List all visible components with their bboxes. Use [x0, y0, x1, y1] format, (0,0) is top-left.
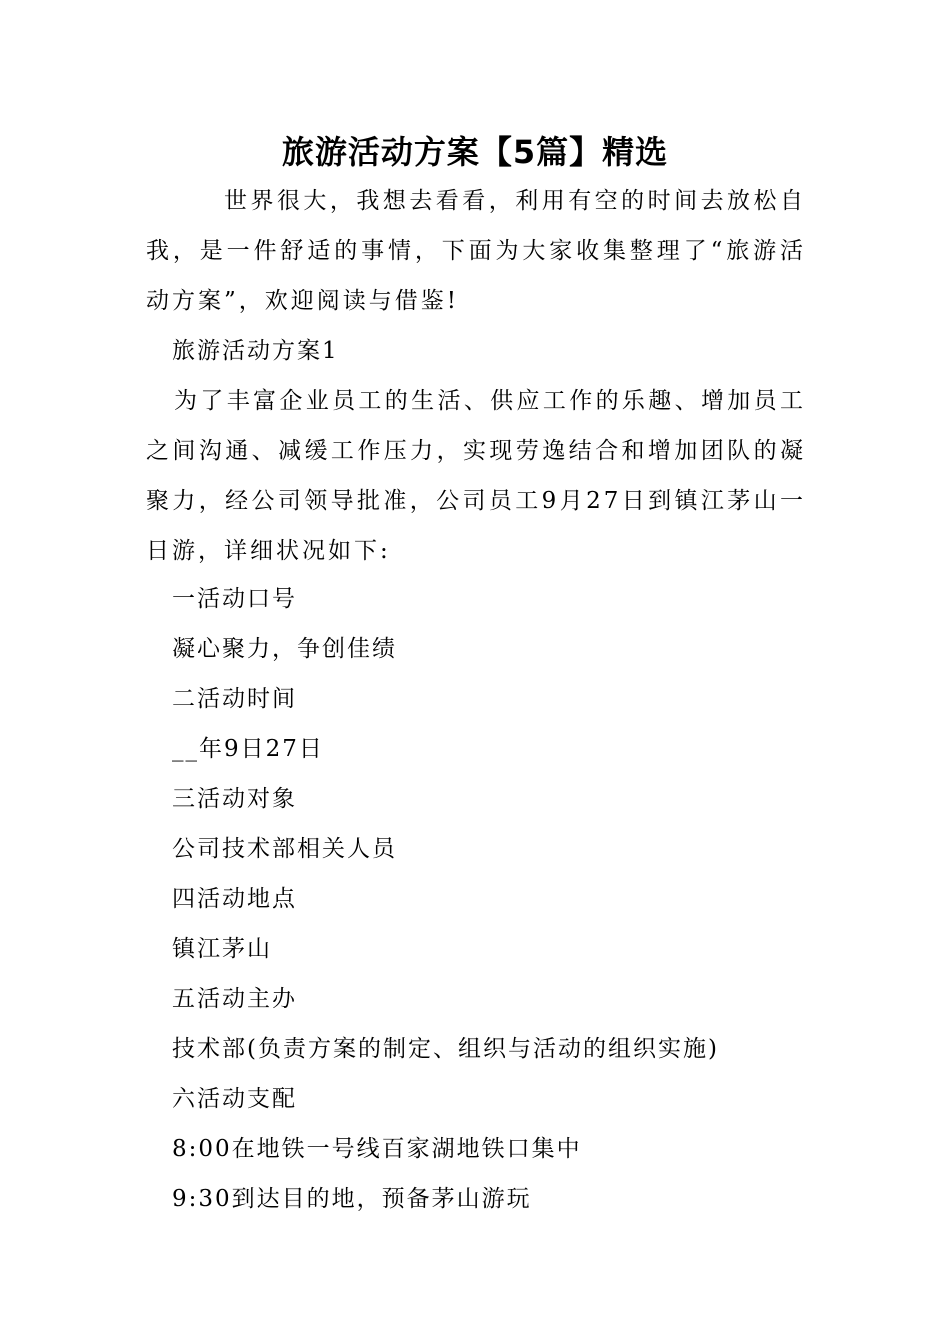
activity-organizer-heading: 五活动主办 — [172, 986, 297, 1012]
activity-time-heading: 二活动时间 — [172, 686, 297, 712]
activity-organizer-text: 技术部(负责方案的制定、组织与活动的组织实施) — [172, 1036, 719, 1062]
schedule-item: 8:00在地铁一号线百家湖地铁口集中 — [172, 1136, 582, 1162]
activity-time-text: __年9日27日 — [172, 736, 324, 762]
activity-location-text: 镇江茅山 — [172, 936, 272, 962]
section-heading: 旅游活动方案1 — [172, 338, 339, 364]
body-paragraph: 为了丰富企业员工的生活、供应工作的乐趣、增加员工之间沟通、减缓工作压力，实现劳逸结合和增加团队的凝聚力，经公司领导批准，公司员工9月27日到镇江茅山一日游，详细状况如下: — [146, 388, 806, 564]
intro-paragraph: 世界很大，我想去看看，利用有空的时间去放松自我，是一件舒适的事情，下面为大家收集整理了“旅游活动方案”，欢迎阅读与借鉴! — [146, 188, 806, 314]
document-title: 旅游活动方案【5篇】精选 — [281, 133, 669, 171]
activity-target-text: 公司技术部相关人员 — [172, 836, 397, 862]
activity-slogan-heading: 一活动口号 — [172, 586, 297, 612]
activity-location-heading: 四活动地点 — [172, 886, 297, 912]
activity-schedule-heading: 六活动支配 — [172, 1086, 297, 1112]
activity-target-heading: 三活动对象 — [172, 786, 297, 812]
schedule-item: 9:30到达目的地，预备茅山游玩 — [172, 1186, 532, 1212]
activity-slogan-text: 凝心聚力，争创佳绩 — [172, 636, 397, 662]
